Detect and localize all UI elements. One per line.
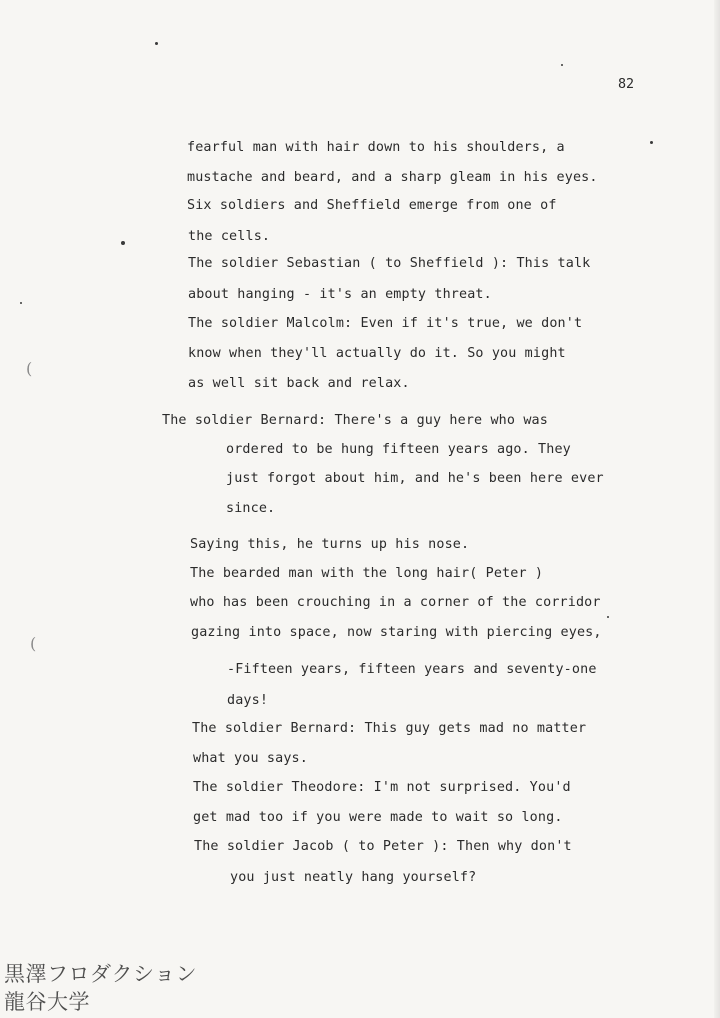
text-line: since. bbox=[226, 501, 276, 516]
ink-speck bbox=[20, 302, 22, 304]
text-line: The bearded man with the long hair( Peter ) bbox=[190, 566, 544, 581]
text-line: The soldier Sebastian ( to Sheffield ): This talk bbox=[188, 256, 591, 271]
watermark-line-2: 龍谷大学 bbox=[4, 990, 90, 1014]
watermark-line-1: 黒澤フロダクション bbox=[4, 962, 198, 986]
text-line: The soldier Jacob ( to Peter ): Then why don't bbox=[194, 839, 572, 854]
text-line: gazing into space, now staring with piercing eyes, bbox=[191, 625, 602, 640]
text-line: The soldier Theodore: I'm not surprised. You'd bbox=[193, 780, 571, 795]
text-line: Saying this, he turns up his nose. bbox=[190, 537, 470, 552]
text-line: you just neatly hang yourself? bbox=[230, 870, 477, 885]
scan-mark: ( bbox=[26, 359, 33, 378]
paper-edge bbox=[714, 0, 720, 1018]
text-line: as well sit back and relax. bbox=[188, 376, 410, 391]
text-line: The soldier Bernard: This guy gets mad no matter bbox=[192, 721, 587, 736]
text-line: mustache and beard, and a sharp gleam in his eyes. bbox=[187, 170, 598, 185]
text-line: The soldier Bernard: There's a guy here who was bbox=[162, 413, 548, 428]
text-line: -Fifteen years, fifteen years and seventy-one bbox=[227, 662, 597, 677]
text-line: ordered to be hung fifteen years ago. They bbox=[226, 442, 571, 457]
text-line: know when they'll actually do it. So you might bbox=[188, 346, 566, 361]
ink-speck bbox=[155, 42, 158, 45]
text-line: Six soldiers and Sheffield emerge from one of bbox=[187, 198, 557, 213]
text-line: fearful man with hair down to his shoulders, a bbox=[187, 140, 565, 155]
text-line: The soldier Malcolm: Even if it's true, we don't bbox=[188, 316, 583, 331]
text-line: about hanging - it's an empty threat. bbox=[188, 287, 492, 302]
text-line: the cells. bbox=[188, 229, 271, 244]
scan-mark: ( bbox=[30, 634, 37, 653]
text-line: just forgot about him, and he's been here ever bbox=[226, 471, 604, 486]
text-line: get mad too if you were made to wait so long. bbox=[193, 810, 563, 825]
text-line: what you says. bbox=[193, 751, 308, 766]
ink-speck bbox=[650, 141, 653, 144]
ink-speck bbox=[607, 616, 609, 618]
text-line: who has been crouching in a corner of the corridor bbox=[190, 595, 601, 610]
ink-speck bbox=[561, 64, 563, 66]
page-number: 82 bbox=[618, 77, 635, 92]
text-line: days! bbox=[227, 693, 269, 708]
ink-speck bbox=[121, 241, 125, 245]
